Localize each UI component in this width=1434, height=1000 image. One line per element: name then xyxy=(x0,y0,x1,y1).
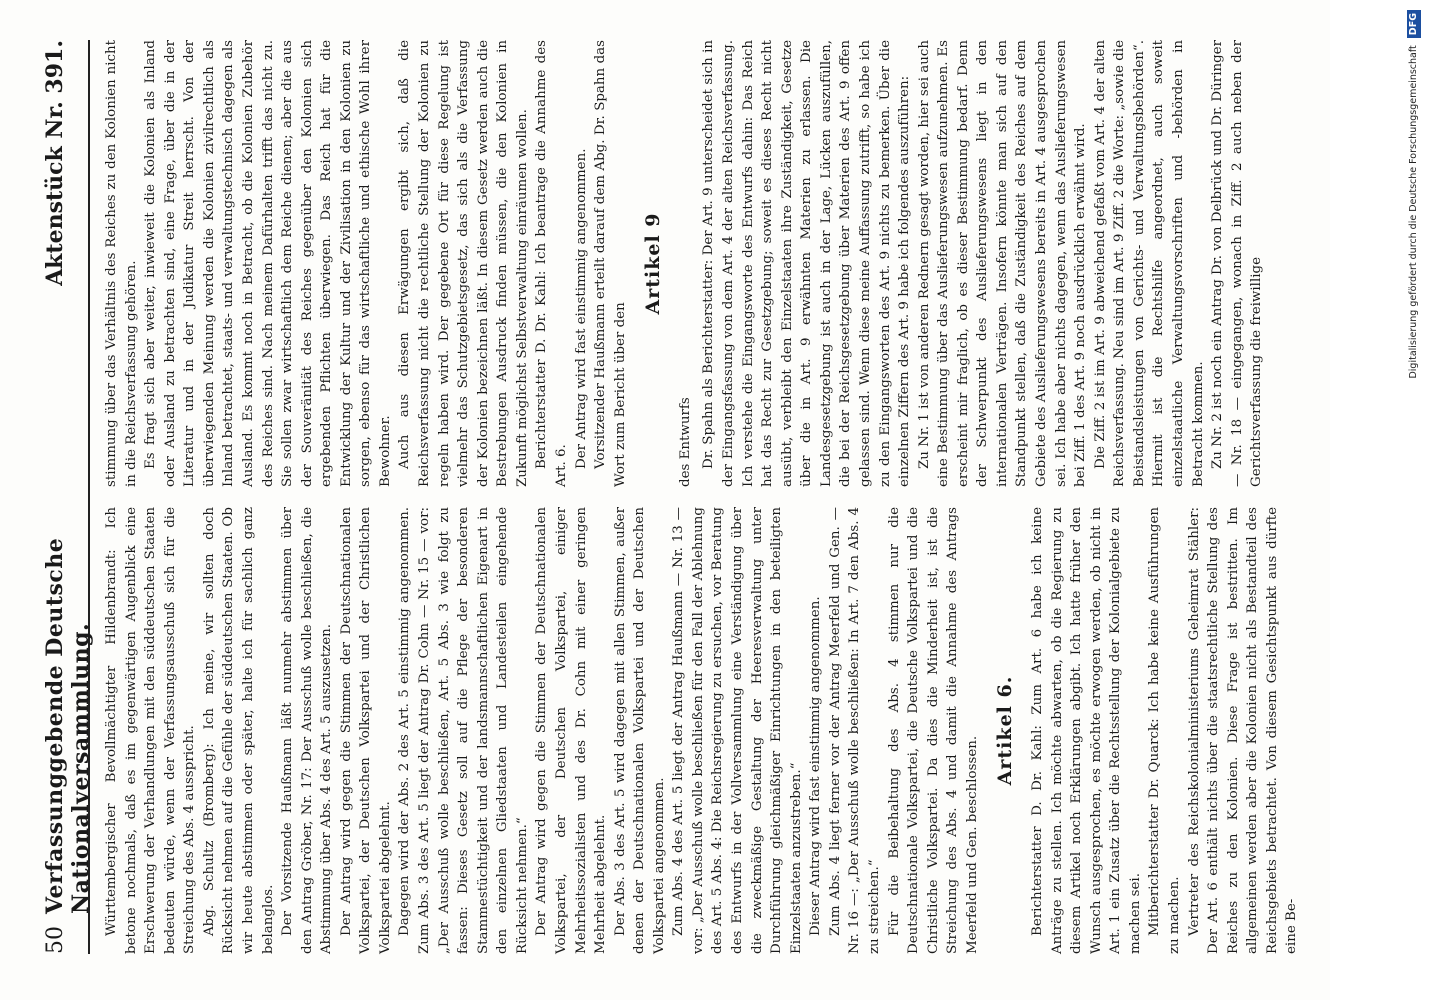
article-6-heading: Artikel 6. xyxy=(994,675,1017,786)
article-9-heading: Artikel 9 xyxy=(642,212,665,315)
paragraph: Die Ziff. 2 ist im Art. 9 abweichend gefaßt vom Art. 4 der alten Reichsverfassung. Neu sind im Art. 9 Ziff. 2 die Worte: „sowie die Beistandsleistungen von Gerichts- und Verwaltungsbehörden“. Hiermit ist die Rechtshilfe angeordnet, auch soweit einzelstaatliche Verwaltungsvorschriften und -behörden in Betracht kommen. xyxy=(1092,40,1206,487)
article-9-subheading: des Entwurfs xyxy=(677,397,693,487)
paragraph: Zum Abs. 4 des Art. 5 liegt der Antrag Haußmann — Nr. 13 — vor: „Der Ausschuß wolle beschließen für den Fall der Ablehnung des Art. 5 Abs. 4: Die Reichsregierung zu ersuchen, vor Beratung des Entwurfs in der Vollversammlung eine Verständigung über die zweckmäßige Gestaltung der Heeresverwaltung unter Durchführung gleichmäßiger Einrichtungen in den beteiligten Einzelstaaten anzustreben.“ xyxy=(671,507,804,954)
paragraph: Dieser Antrag wird fast einstimmig angenommen. xyxy=(808,596,824,936)
paragraph: stimmung über das Verhältnis des Reiches zu den Kolonien nicht in die Reichsverfassung gehören. xyxy=(104,40,139,487)
paragraph: Es fragt sich aber weiter, inwieweit die Kolonien als Inland oder Ausland zu betrachten sind, eine Frage, über die in der Literatur und in der Judikatur Streit herrscht. Von der überwiegenden Meinung werden die Kolonien zivilrechtlich als Inland betrachtet, staats- und verwaltungstechnisch dagegen als Ausland. Es kommt noch in Betracht, ob die Kolonien Zubehör des Reiches sind. Nach meinem Dafürhalten trifft das nicht zu. Sie sollen zwar wirtschaftlich dem Reiche dienen; aber die aus der Souveränität des Reiches gegenüber den Kolonien sich ergebenden Pflichten überwiegen. Das Reich hat für die Entwicklung der Kultur und der Zivilisation in den Kolonien zu sorgen, ebenso für das wirtschaftliche und ethische Wohl ihrer Bewohner. xyxy=(143,40,393,487)
paragraph: Der Vorsitzende Haußmann läßt nunmehr abstimmen über den Antrag Gröber, Nr. 17: Der Ausschuß wolle beschließen, die Abstimmung über Abs. 4 des Art. 5 auszusetzen. xyxy=(280,507,335,954)
paragraph: Dr. Spahn als Berichterstatter: Der Art. 9 unterscheidet sich in der Eingangsfassung von dem Art. 4 der alten Reichsverfassung. Ich verstehe die Eingangsworte des Entwurfs dahin: Das Reich hat das Recht zur Gesetzgebung; soweit es dieses Recht nicht ausübt, verbleibt den Einzelstaaten ihre Zuständigkeit, Gesetze über die in Art. 9 erwähnten Materien zu erlassen. Die Landesgesetzgebung ist auch in der Lage, Lücken auszufüllen, die bei der Reichsgesetzgebung über Materien des Art. 9 offen gelassen sind. Wenn diese meine Auffassung zutrifft, so habe ich zu den Eingangsworten des Art. 9 nichts zu bemerken. Über die einzelnen Ziffern des Art. 9 habe ich folgendes auszuführen: xyxy=(701,40,913,487)
digitization-credit xyxy=(1404,0,1430,1000)
paragraph: Mitberichterstatter Dr. Quarck: Ich habe keine Ausführungen zu machen. xyxy=(1147,507,1182,954)
paragraph: Württembergischer Bevollmächtigter Hildenbrandt: Ich betone nochmals, daß es im gegenwärtigen Augenblick eine Erschwerung der Verhandlungen mit den süddeutschen Staaten bedeuten würde, wenn der Verfassungsausschuß sich für die Streichung des Abs. 4 ausspricht. xyxy=(104,507,198,954)
page-header xyxy=(42,40,94,954)
paragraph: Der Antrag wird fast einstimmig angenommen. xyxy=(573,148,589,469)
paragraph: Auch aus diesen Erwägungen ergibt sich, daß die Reichsverfassung nicht die rechtliche Stellung der Kolonien zu regeln haben wird. Der gegebene Ort für diese Regelung ist vielmehr das Schutzgebietsgesetz, das sich als die Verfassung der Kolonien bezeichnen läßt. In diesem Gesetz werden auch die Bestrebungen Ausdruck finden müssen, die den Kolonien in Zukunft möglichst Selbstverwaltung einräumen wollen. xyxy=(397,40,530,487)
paragraph: Zu Nr. 2 ist noch ein Antrag Dr. von Delbrück und Dr. Düringer — Nr. 18 — eingegangen, wonach in Ziff. 2 auch neben der Gerichtsverfassung die freiwillige xyxy=(1210,40,1265,487)
paragraph: Zu Nr. 1 ist von anderen Rednern gesagt worden, hier sei auch eine Bestimmung über das Auslieferungswesen aufzunehmen. Es erscheint mir fraglich, ob es dieser Bestimmung bedarf. Denn der Schwerpunkt des Auslieferungswesens liegt in den internationalen Verträgen. Insofern könnte man sich auf den Standpunkt stellen, daß die Zuständigkeit des Reiches auf dem Gebiete des Auslieferungswesens bereits in Art. 4 ausgesprochen sei. Ich habe aber nichts dagegen, wenn das Auslieferungswesen bei Ziff. 1 des Art. 9 noch ausdrücklich erwähnt wird. xyxy=(916,40,1089,487)
paragraph: Der Abs. 3 des Art. 5 wird dagegen mit allen Stimmen, außer denen der Deutschnationalen Volkspartei und der Deutschen Volkspartei angenommen. xyxy=(612,507,667,954)
credit-text: Digitalisierung gefördert durch die Deutsche Forschungsgemeinschaft xyxy=(1408,45,1419,379)
right-column xyxy=(102,40,1282,487)
paragraph: Für die Beibehaltung des Abs. 4 stimmen nur die Deutschnationale Volkspartei, die Deutsche Volkspartei und die Christliche Volkspartei. Da dies die Minderheit ist, ist die Streichung des Abs. 4 und damit die Annahme des Antrags Meerfeld und Gen. beschlossen. xyxy=(886,507,980,954)
paragraph: Vorsitzender Haußmann erteilt darauf dem Abg. Dr. Spahn das Wort zum Bericht über den xyxy=(593,40,628,487)
paragraph: Abg. Schultz (Bromberg): Ich meine, wir sollten doch Rücksicht nehmen auf die Gefühle der süddeutschen Staaten. Ob wir heute abstimmen oder später, halte ich für sachlich ganz belanglos. xyxy=(201,507,276,954)
paragraph: Dagegen wird der Abs. 2 des Art. 5 einstimmig angenommen. Zum Abs. 3 des Art. 5 liegt der Antrag Dr. Cohn — Nr. 15 — vor: „Der Ausschuß wolle beschließen, Art. 5 Abs. 3 wie folgt zu fassen: Dieses Gesetz soll auf die Pflege der besonderen Stammestüchtigkeit und der landsmannschaftlichen Eigenart in den einzelnen Gliedstaaten und Landesteilen eingehende Rücksicht nehmen.“ xyxy=(397,507,530,954)
document-number: Aktenstück Nr. 391. xyxy=(42,40,68,286)
paragraph: Der Antrag wird gegen die Stimmen der Deutschnationalen Volkspartei, der Deutschen Volkspartei, einiger Mehrheitssozialisten und des Dr. Cohn mit einer geringen Mehrheit abgelehnt. xyxy=(534,507,609,954)
page-number: 50 xyxy=(43,926,68,954)
dfg-logo: DFG xyxy=(1407,10,1421,38)
running-title: Verfassunggebende Deutsche Nationalversammlung. xyxy=(42,537,94,914)
left-column xyxy=(102,507,1300,954)
paragraph: Zum Abs. 4 liegt ferner vor der Antrag Meerfeld und Gen. — Nr. 16 —: „Der Ausschuß wolle beschließen: In Art. 7 den Abs. 4 zu streichen.“ xyxy=(827,507,882,954)
paragraph: Berichterstatter D. Dr. Kahl: Ich beantrage die Annahme des Art. 6. xyxy=(534,40,569,487)
paragraph: Berichterstatter D. Dr. Kahl: Zum Art. 6 habe ich keine Anträge zu stellen. Ich möchte abwarten, ob die Regierung zu diesem Artikel noch Erklärungen abgibt. Ich hatte früher den Wunsch ausgesprochen, es möchte erwogen werden, ob nicht in Art. 1 ein Zusatz über die Rechtsstellung der Kolonialgebiete zu machen sei. xyxy=(1030,507,1143,954)
paragraph: Vertreter des Reichskolonialministeriums Geheimrat Stähler: Der Art. 6 enthält nichts über die staatsrechtliche Stellung des Reiches zu den Kolonien. Diese Frage ist bestritten. Im allgemeinen werden aber die Kolonien nicht als Bestandteil des Reichsgebiets betrachtet. Von diesem Gesichtspunkt aus dürfte eine Be- xyxy=(1186,507,1300,954)
paragraph: Der Antrag wird gegen die Stimmen der Deutschnationalen Volkspartei, der Deutschen Volkspartei und der Christlichen Volkspartei abgelehnt. xyxy=(338,507,393,954)
text-columns xyxy=(102,40,1300,954)
